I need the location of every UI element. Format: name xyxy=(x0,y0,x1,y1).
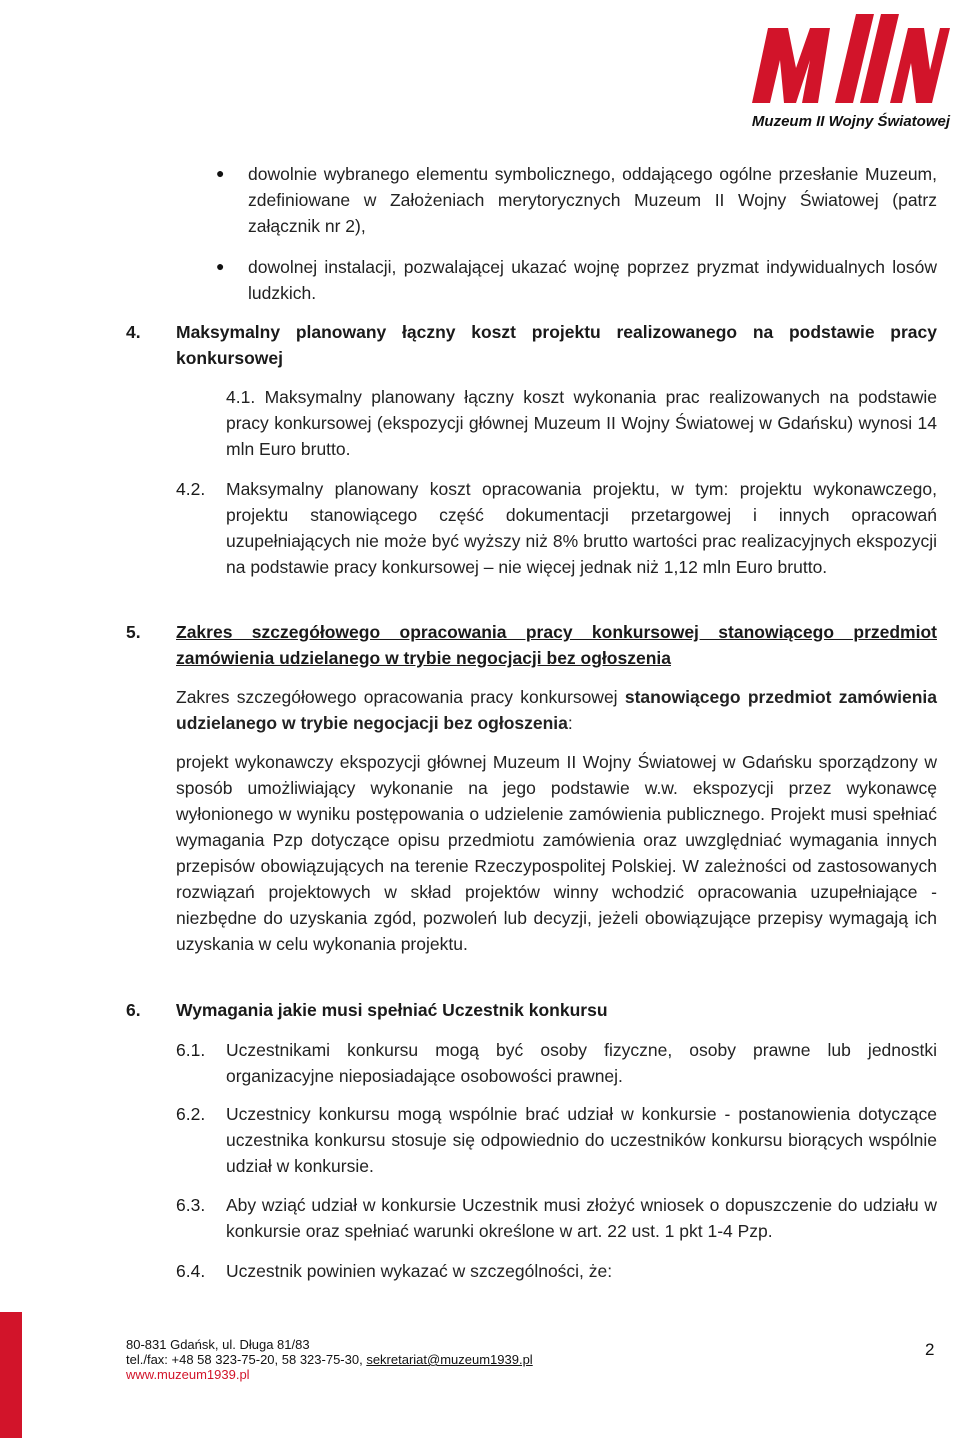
section-6-title: Wymagania jakie musi spełniać Uczestnik konkursu xyxy=(176,1000,608,1020)
section-6-number: 6. xyxy=(126,1000,141,1020)
bullet-marker: ● xyxy=(216,258,225,274)
footer-contact xyxy=(126,1352,533,1367)
section-5-intro-end: : xyxy=(567,713,573,733)
page-number: 2 xyxy=(925,1340,935,1359)
section-5-title: Zakres szczegółowego opracowania pracy konkursowej stanowiącego przedmiot zamówienia udzielanego w trybie negocjacji bez ogłoszenia xyxy=(176,622,937,668)
logo-name: Muzeum II Wojny Światowej xyxy=(751,113,950,130)
section-6-2-number: 6.2. xyxy=(176,1104,206,1124)
bullet-marker: ● xyxy=(216,165,225,181)
footer-address: 80-831 Gdańsk, ul. Długa 81/83 xyxy=(126,1337,310,1352)
footer xyxy=(126,1337,533,1382)
section-6-1-number: 6.1. xyxy=(176,1040,206,1060)
section-4-1: 4.1. Maksymalny planowany łączny koszt wykonania prac realizowanych na podstawie pracy konkursowej (ekspozycji głównej Muzeum II Wojny Światowej w Gdańsku) wynosi 14 mln Euro brutto. xyxy=(226,387,937,459)
section-5-intro xyxy=(176,684,937,736)
bullet-item: dowolnej instalacji, pozwalającej ukazać wojnę poprzez pryzmat indywidualnych losów ludzkich. xyxy=(248,257,937,303)
section-4-2: Maksymalny planowany koszt opracowania projektu, w tym: projektu wykonawczego, projektu stanowiącego część dokumentacji przetargowej i innych opracowań uzupełniających nie może być wyższy niż 8% brutto wartości prac realizacyjnych ekspozycji na podstawie pracy konkursowej – nie więcej jednak niż 1,12 mln Euro brutto. xyxy=(226,479,937,577)
section-6-4: Uczestnik powinien wykazać w szczególności, że: xyxy=(226,1261,613,1281)
red-side-bar xyxy=(0,1312,22,1438)
section-6-3-number: 6.3. xyxy=(176,1195,206,1215)
section-6-1: Uczestnikami konkursu mogą być osoby fizyczne, osoby prawne lub jednostki organizacyjne nieposiadające osobowości prawnej. xyxy=(226,1040,937,1086)
section-6-2: Uczestnicy konkursu mogą wspólnie brać udział w konkursie - postanowienia dotyczące uczestnika konkursu stosuje się odpowiednio do uczestników konkursu biorących wspólnie udział w konkursie. xyxy=(226,1104,937,1176)
section-6-4-number: 6.4. xyxy=(176,1261,206,1281)
footer-phone: tel./fax: +48 58 323-75-20, 58 323-75-30, xyxy=(126,1352,367,1367)
section-4-number: 4. xyxy=(126,322,141,342)
footer-email-link[interactable]: sekretariat@muzeum1939.pl xyxy=(366,1352,533,1367)
bullet-item: dowolnie wybranego elementu symbolicznego, oddającego ogólne przesłanie Muzeum, zdefiniowane w Założeniach merytorycznych Muzeum II Wojny Światowej (patrz załącznik nr 2), xyxy=(248,164,937,236)
section-5-number: 5. xyxy=(126,622,141,642)
section-4-title: Maksymalny planowany łączny koszt projektu realizowanego na podstawie pracy konkursowej xyxy=(176,322,937,368)
section-4-2-number: 4.2. xyxy=(176,479,206,499)
section-5-body: projekt wykonawczy ekspozycji głównej Muzeum II Wojny Światowej w Gdańsku sporządzony w sposób umożliwiający wykonanie na jego podstawie w.w. ekspozycji przez wykonawcę wyłonionego w wyniku postępowania o udzielenie zamówienia publicznego. Projekt musi spełniać wymagania Pzp dotyczące opisu przedmiotu zamówienia oraz uwzględniać wymagania innych przepisów obowiązujących na terenie Rzeczypospolitej Polskiej. W zależności od zastosowanych rozwiązań projektowych w skład projektów winny wchodzić opracowania uzupełniające - niezbędne do uzyskania zgód, pozwoleń lub decyzji, jeżeli obowiązujące przepisy wymagają ich uzyskania w celu wykonania projektu. xyxy=(176,752,937,954)
footer-website-link[interactable]: www.muzeum1939.pl xyxy=(126,1367,250,1382)
section-6-3: Aby wziąć udział w konkursie Uczestnik musi złożyć wniosek o dopuszczenie do udziału w konkursie oraz spełniać warunki określone w art. 22 ust. 1 pkt 1-4 Pzp. xyxy=(226,1195,937,1241)
section-5-intro-plain: Zakres szczegółowego opracowania pracy konkursowej xyxy=(176,687,625,707)
section-5-intro-bold: stanowiącego przedmiot zamówienia udzielanego w trybie negocjacji bez ogłoszenia xyxy=(176,687,937,733)
